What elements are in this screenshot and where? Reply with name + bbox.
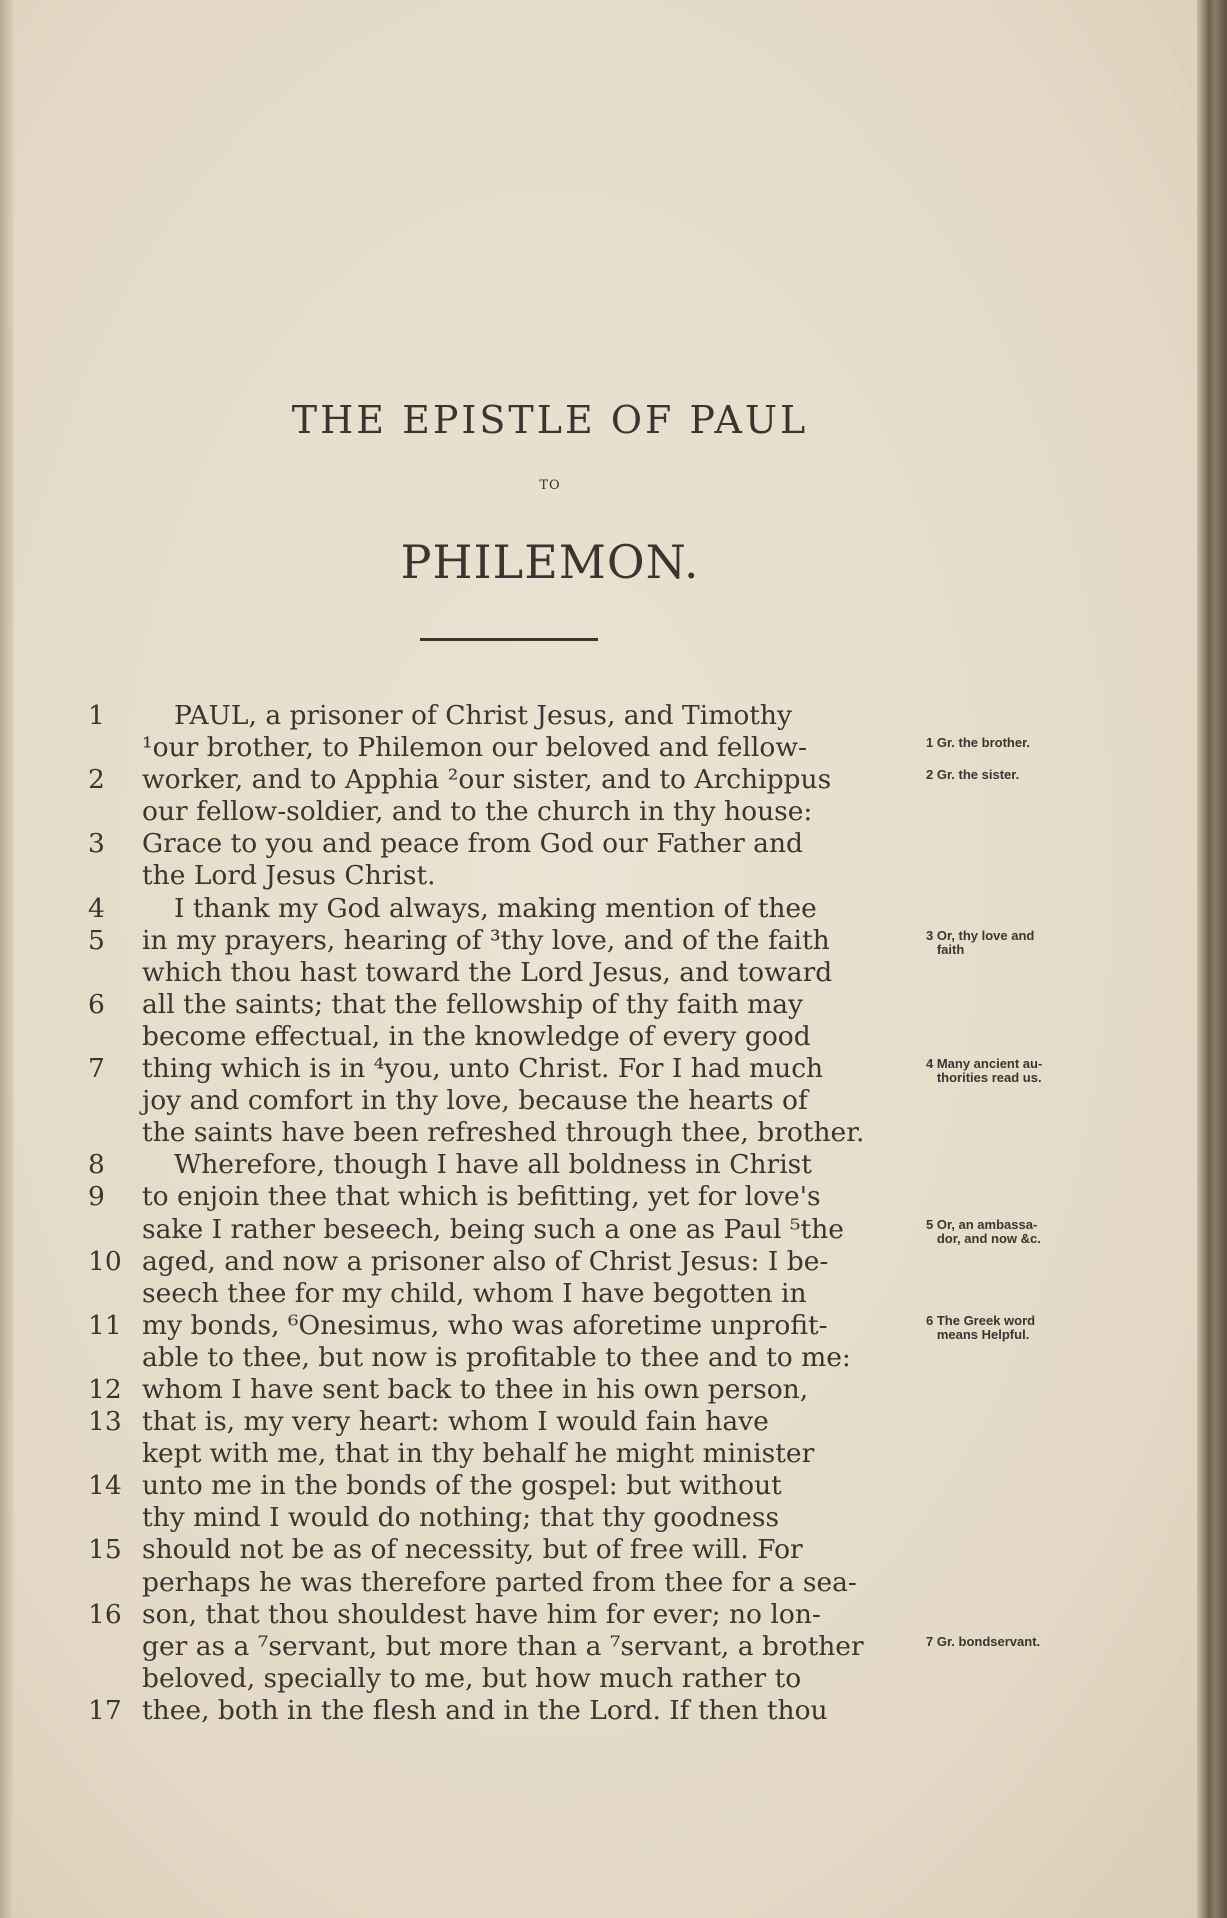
verse-number: 14: [88, 1470, 122, 1502]
line-text: Wherefore, though I have all boldness in Christ: [174, 1149, 812, 1181]
line-text: kept with me, that in thy behalf he might minister: [142, 1438, 815, 1470]
verse-number: 2: [88, 764, 105, 796]
verse-number: 1: [88, 700, 105, 731]
text-line: [88, 1663, 1188, 1695]
scripture-text: [88, 700, 1188, 1727]
margin-note: 2 Gr. the sister.: [926, 767, 1020, 783]
line-text: able to thee, but now is profitable to thee and to me:: [142, 1341, 851, 1373]
line-text: become effectual, in the knowledge of every good: [142, 1020, 811, 1052]
margin-note: 5 Or, an ambassa- dor, and now &c.: [926, 1216, 1041, 1246]
verse-number: 10: [88, 1245, 122, 1277]
text-line: [88, 1502, 1188, 1534]
line-text: which thou hast toward the Lord Jesus, and toward: [142, 956, 833, 988]
text-line: [88, 1599, 1188, 1631]
text-line: [88, 1246, 1188, 1278]
margin-note: 3 Or, thy love and faith: [926, 927, 1035, 957]
verse-number: 9: [88, 1181, 105, 1213]
text-line: [88, 1053, 1188, 1085]
verse-number: 15: [88, 1534, 122, 1566]
margin-note: 7 Gr. bondservant.: [926, 1633, 1041, 1649]
text-line: [88, 925, 1188, 957]
verse-number: 16: [88, 1598, 122, 1630]
line-text: should not be as of necessity, but of free will. For: [142, 1534, 803, 1566]
text-line: [88, 1021, 1188, 1053]
text-line: [88, 1085, 1188, 1117]
line-text: the saints have been refreshed through thee, brother.: [142, 1117, 865, 1149]
text-line: [88, 764, 1188, 796]
text-line: [88, 1149, 1188, 1181]
text-line: [88, 1631, 1188, 1663]
text-line: [88, 1117, 1188, 1149]
text-line: [88, 1567, 1188, 1599]
line-text: Grace to you and peace from God our Father and: [142, 828, 803, 860]
line-text: that is, my very heart: whom I would fain have: [142, 1406, 769, 1438]
line-text: beloved, specially to me, but how much rather to: [142, 1662, 802, 1694]
text-line: [88, 1181, 1188, 1213]
text-line: [88, 860, 1188, 892]
margin-note: 1 Gr. the brother.: [926, 735, 1031, 751]
margin-note: 4 Many ancient au- thorities read us.: [926, 1056, 1043, 1086]
page-gutter: [0, 0, 14, 1918]
line-text: our fellow-soldier, and to the church in thy house:: [142, 796, 813, 828]
line-text: aged, and now a prisoner also of Christ Jesus: I be-: [142, 1245, 829, 1277]
text-line: [88, 700, 1188, 732]
line-text: thy mind I would do nothing; that thy goodness: [142, 1502, 780, 1534]
line-text: my bonds, ⁶Onesimus, who was aforetime unprofit-: [142, 1309, 828, 1341]
verse-number: 4: [88, 892, 105, 924]
verse-number: 3: [88, 828, 105, 860]
margin-note: 6 The Greek word means Helpful.: [926, 1312, 1036, 1342]
verse-number: 8: [88, 1149, 105, 1181]
verse-number: 13: [88, 1406, 122, 1438]
line-text: unto me in the bonds of the gospel: but without: [142, 1470, 782, 1502]
epistle-name: PHILEMON.: [400, 535, 700, 589]
line-text: perhaps he was therefore parted from thee for a sea-: [142, 1566, 857, 1598]
verse-number: 11: [88, 1309, 122, 1341]
line-text: worker, and to Apphia ²our sister, and to Archippus: [142, 764, 832, 796]
verse-number: 12: [88, 1373, 122, 1405]
text-line: [88, 893, 1188, 925]
text-line: [88, 1534, 1188, 1566]
line-text: seech thee for my child, whom I have begotten in: [142, 1277, 807, 1309]
line-text: ger as a ⁷servant, but more than a ⁷servant, a brother: [142, 1630, 864, 1662]
line-text: son, that thou shouldest have him for ever; no lon-: [142, 1598, 821, 1630]
text-line: [88, 732, 1188, 764]
line-text: to enjoin thee that which is befitting, yet for love's: [142, 1181, 821, 1213]
text-line: [88, 1310, 1188, 1342]
line-text: sake I rather beseech, being such a one as Paul ⁵the: [142, 1213, 844, 1245]
line-text: PAUL, a prisoner of Christ Jesus, and Timothy: [174, 700, 792, 731]
text-line: [88, 796, 1188, 828]
line-text: all the saints; that the fellowship of thy faith may: [142, 988, 803, 1020]
line-text: thee, both in the flesh and in the Lord. If then thou: [142, 1694, 828, 1726]
line-text: whom I have sent back to thee in his own person,: [142, 1373, 809, 1405]
line-text: ¹our brother, to Philemon our beloved and fellow-: [142, 732, 807, 764]
verse-number: 7: [88, 1053, 105, 1085]
verse-number: 6: [88, 988, 105, 1020]
page-edge: [1197, 0, 1227, 1918]
text-line: [88, 1695, 1188, 1727]
verse-number: 5: [88, 924, 105, 956]
text-line: [88, 1278, 1188, 1310]
line-text: in my prayers, hearing of ³thy love, and of the faith: [142, 924, 830, 956]
epistle-to: TO: [539, 478, 561, 493]
line-text: I thank my God always, making mention of thee: [174, 892, 817, 924]
text-line: [88, 1406, 1188, 1438]
text-line: [88, 957, 1188, 989]
text-line: [88, 828, 1188, 860]
line-text: joy and comfort in thy love, because the hearts of: [142, 1085, 808, 1117]
text-line: [88, 1342, 1188, 1374]
text-line: [88, 1470, 1188, 1502]
text-line: [88, 1438, 1188, 1470]
text-line: [88, 1374, 1188, 1406]
text-line: [88, 989, 1188, 1021]
title-rule: [420, 638, 598, 641]
line-text: the Lord Jesus Christ.: [142, 860, 436, 892]
line-text: thing which is in ⁴you, unto Christ. For I had much: [142, 1053, 824, 1085]
epistle-title: THE EPISTLE OF PAUL: [291, 398, 809, 442]
verse-number: 17: [88, 1694, 122, 1726]
text-line: [88, 1214, 1188, 1246]
